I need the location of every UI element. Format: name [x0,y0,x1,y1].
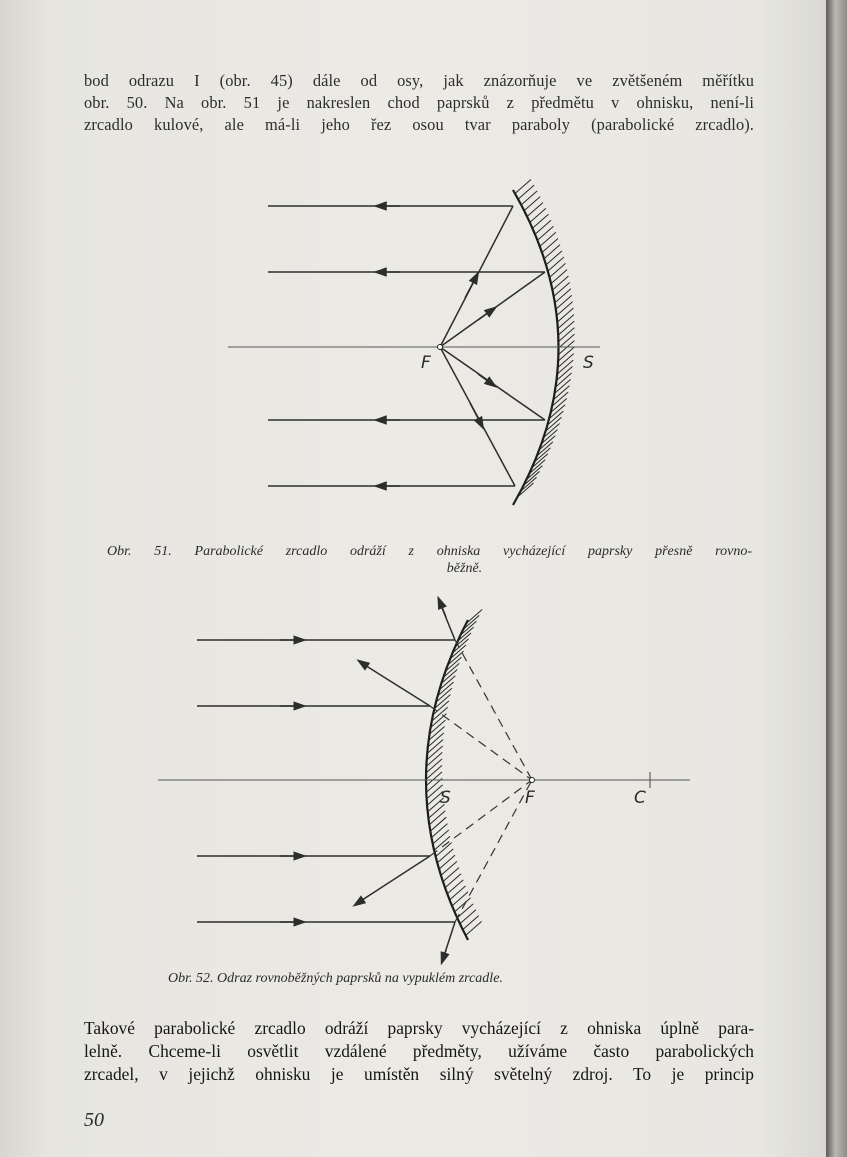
reflected-ray [356,856,430,904]
hatch-stroke [426,772,442,786]
top-paragraph-line: zrcadlo kulové, ale má-li jeho řez osou tvar paraboly (parabolické zrcadlo). [84,115,754,134]
hatch-stroke [427,746,443,760]
focus-label: F [525,788,535,808]
hatch-stroke [457,904,473,918]
hatch-stroke [441,861,457,875]
virtual-ray-extension [455,780,532,922]
hatch-stroke [436,843,452,857]
arrow-marker [443,950,446,959]
hatch-stroke [426,759,442,773]
arrow-marker [440,602,446,617]
hatch-stroke [460,910,476,924]
hatch-stroke [437,849,453,863]
hatch-stroke [431,824,447,838]
page-number: 50 [84,1109,104,1131]
hatch-stroke [433,830,449,844]
hatch-stroke [443,868,459,882]
arrow-marker [362,663,368,667]
virtual-ray-extension [455,640,532,780]
hatch-stroke [452,892,468,906]
hatch-stroke [447,880,463,894]
hatch-stroke [463,916,479,930]
focus-point [530,778,535,783]
hatch-stroke [429,811,445,825]
vertex-label: S [440,788,451,808]
caption-line: Obr. 51. Parabolické zrcadlo odráží z ohniska vycházející paprsky přesně rovno- [107,544,752,559]
center-label: C [634,788,646,808]
bottom-paragraph-line: zrcadel, v jejichž ohnisku je umístěn silný světelný zdroj. To je princip [84,1064,754,1084]
vertex-label: S [583,353,594,373]
hatch-stroke [445,874,461,888]
bottom-paragraph [84,1017,754,1086]
hatch-stroke [466,921,482,935]
focus-label: F [421,353,431,373]
reflected-ray [360,662,430,706]
hatch-stroke [466,610,482,624]
hatch-stroke [426,752,442,766]
figure-52-caption: Obr. 52. Odraz rovnoběžných paprsků na vypuklém zrcadle. [168,971,503,986]
bottom-paragraph-line: Takové parabolické zrcadlo odráží paprsky vycházející z ohniska úplně para- [84,1018,754,1038]
hatch-stroke [439,855,455,869]
bottom-paragraph-line: lelně. Chceme-li osvětlit vzdálené předměty, užíváme často parabolických [84,1041,754,1061]
arrow-marker [358,899,364,903]
virtual-ray-extension [430,706,532,780]
hatch-stroke [426,765,442,779]
hatch-stroke [450,886,466,900]
hatch-stroke [427,739,443,753]
mirror-hatching [426,610,482,936]
top-paragraph-line: bod odrazu I (obr. 45) dále od osy, jak znázorňuje ve zvětšeném měřítku [84,71,754,90]
hatch-stroke [455,898,471,912]
hatch-stroke [430,817,446,831]
caption-line: běžně. [446,561,483,576]
top-paragraph-line: obr. 50. Na obr. 51 je nakreslen chod paprsků z předmětu v ohnisku, není-li [84,93,754,112]
